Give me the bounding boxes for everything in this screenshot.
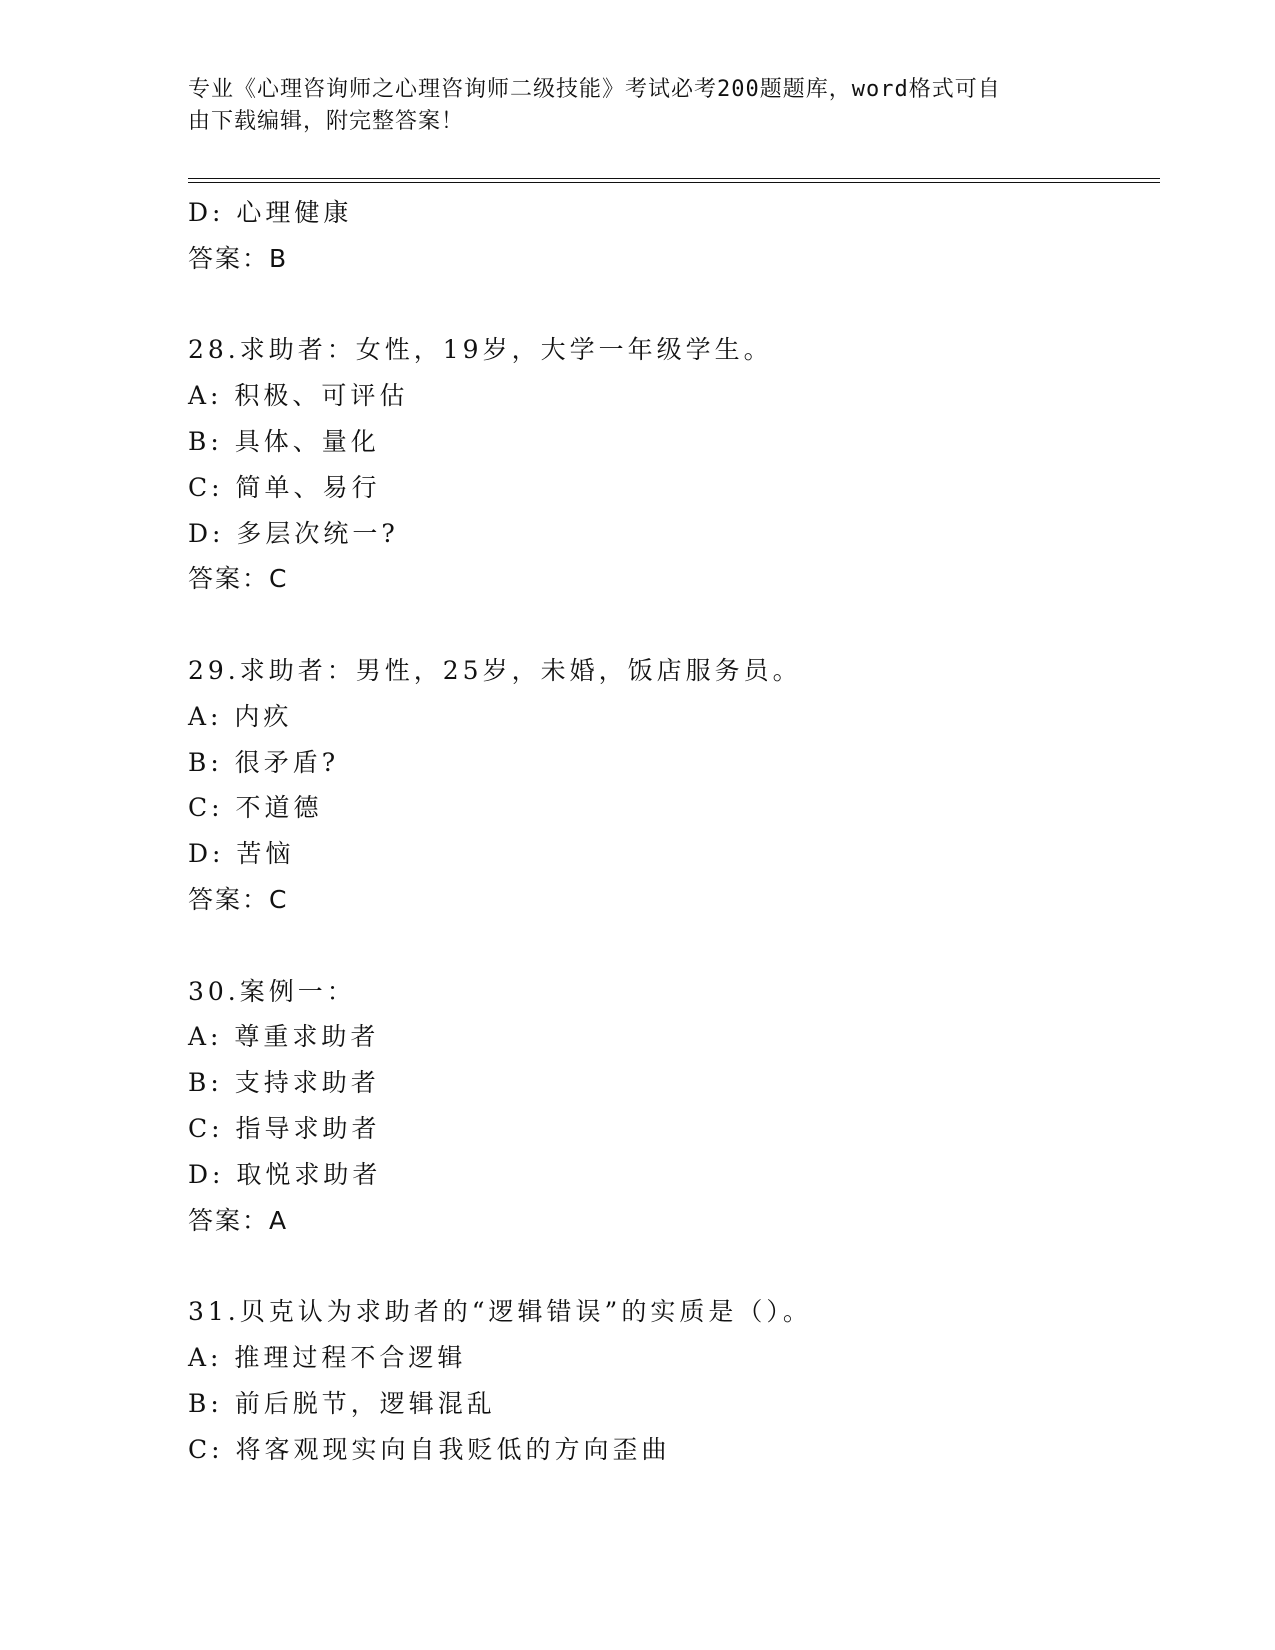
question-stem: 29.求助者：男性，25岁，未婚，饭店服务员。 — [188, 655, 802, 685]
question-stem: 31.贝克认为求助者的“逻辑错误”的实质是（）。 — [188, 1297, 812, 1327]
question-28 — [188, 327, 1148, 602]
question-list — [188, 190, 1148, 1472]
header-line-1: 专业《心理咨询师之心理咨询师二级技能》考试必考200题题库，word格式可自 — [188, 77, 1001, 102]
spacer — [188, 1243, 1148, 1289]
answer-line: 答案：C — [188, 564, 289, 594]
spacer — [188, 282, 1148, 328]
option-c: C: 指导求助者 — [188, 1113, 381, 1143]
option-d: D: 苦恼 — [188, 839, 295, 869]
option-b: B: 具体、量化 — [188, 426, 380, 456]
question-31 — [188, 1289, 1148, 1472]
answer-line: 答案：A — [188, 1205, 289, 1235]
option-d: D: 多层次统一? — [188, 518, 399, 548]
option-a: A: 内疚 — [188, 701, 293, 731]
option-c: C: 不道德 — [188, 793, 323, 823]
question-stem: 30.案例一： — [188, 976, 356, 1006]
option-c: C: 简单、易行 — [188, 472, 381, 502]
option-d: D: 心理健康 — [188, 198, 353, 227]
header-line-2: 由下载编辑，附完整答案！ — [188, 109, 465, 134]
answer-line: 答案：B — [188, 243, 289, 273]
option-a: A: 积极、可评估 — [188, 381, 409, 411]
option-b: B: 支持求助者 — [188, 1068, 380, 1098]
option-b: B: 前后脱节，逻辑混乱 — [188, 1388, 496, 1418]
document-header — [188, 74, 1088, 138]
answer-line: 答案：C — [188, 884, 289, 914]
header-divider — [188, 178, 1160, 183]
option-a: A: 推理过程不合逻辑 — [188, 1342, 467, 1372]
question-stem: 28.求助者：女性，19岁，大学一年级学生。 — [188, 335, 773, 365]
option-b: B: 很矛盾? — [188, 747, 340, 777]
option-a: A: 尊重求助者 — [188, 1022, 380, 1052]
option-c: C: 将客观现实向自我贬低的方向歪曲 — [188, 1434, 671, 1464]
option-d: D: 取悦求助者 — [188, 1159, 382, 1189]
spacer — [188, 923, 1148, 969]
question-29 — [188, 648, 1148, 923]
question-30 — [188, 969, 1148, 1244]
spacer — [188, 602, 1148, 648]
